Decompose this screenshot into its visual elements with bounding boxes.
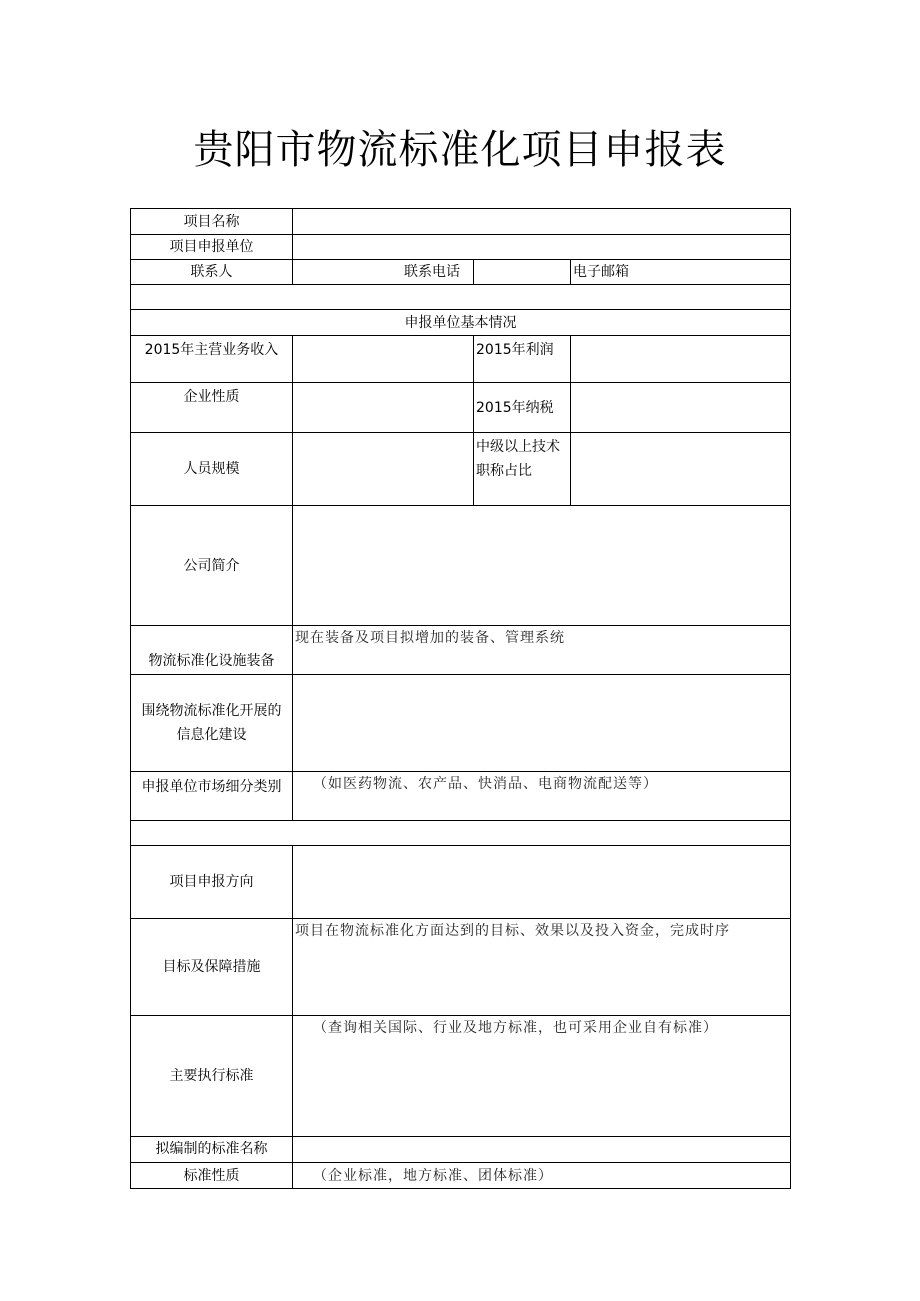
draft-standard-field[interactable] [293, 1137, 791, 1163]
email-label: 电子邮箱 [573, 264, 629, 280]
applicant-field[interactable] [293, 235, 791, 260]
row-standards [131, 1016, 791, 1137]
row-equipment [131, 626, 791, 675]
info-label [131, 675, 293, 772]
row-profile [131, 506, 791, 626]
info-label-line2: 信息化建设 [176, 727, 247, 743]
standards-label: 主要执行标准 [131, 1016, 293, 1137]
market-label: 申报单位市场细分类别 [131, 772, 293, 821]
contact-phone-cell [293, 260, 474, 285]
contact-label: 联系人 [131, 260, 293, 285]
blank-row [131, 285, 791, 310]
profit-field[interactable] [571, 336, 791, 383]
applicant-label: 项目申报单位 [131, 235, 293, 260]
tech-ratio-field[interactable] [571, 433, 791, 506]
row-direction [131, 846, 791, 919]
page-title: 贵阳市物流标准化项目申报表 [193, 127, 727, 173]
direction-label: 项目申报方向 [131, 846, 293, 919]
row-staff-tech [131, 433, 791, 506]
equipment-field-note[interactable]: 现在装备及项目拟增加的装备、管理系统 [293, 626, 791, 675]
tax-label: 2015年纳税 [474, 383, 571, 433]
row-contact [131, 260, 791, 285]
row-blank-1 [131, 285, 791, 310]
goals-label: 目标及保障措施 [131, 919, 293, 1016]
market-field-note[interactable]: （如医药物流、农产品、快消品、电商物流配送等） [293, 772, 791, 821]
row-info [131, 675, 791, 772]
tech-ratio-label-line1: 中级以上技术 [476, 439, 560, 455]
tech-ratio-label-line2: 职称占比 [476, 463, 532, 479]
row-draft-standard [131, 1137, 791, 1163]
row-revenue-profit [131, 336, 791, 383]
profit-label: 2015年利润 [474, 336, 571, 383]
tax-field[interactable] [571, 383, 791, 433]
nature-field[interactable] [293, 383, 474, 433]
profile-field[interactable] [293, 506, 791, 626]
row-market [131, 772, 791, 821]
revenue-label: 2015年主营业务收入 [131, 336, 293, 383]
phone-label: 联系电话 [404, 264, 460, 280]
phone-field[interactable] [474, 260, 571, 285]
staff-label: 人员规模 [131, 433, 293, 506]
standards-field-note[interactable]: （查询相关国际、行业及地方标准，也可采用企业自有标准） [293, 1016, 791, 1137]
section-heading-basic-info: 申报单位基本情况 [131, 310, 791, 336]
info-label-line1: 围绕物流标准化开展的 [141, 703, 282, 719]
nature-label: 企业性质 [131, 383, 293, 433]
row-section-basic [131, 310, 791, 336]
row-project-name [131, 209, 791, 235]
revenue-field[interactable] [293, 336, 474, 383]
tech-ratio-label [474, 433, 571, 506]
application-form-table [130, 208, 791, 1189]
row-goals [131, 919, 791, 1016]
row-blank-2 [131, 821, 791, 846]
direction-field[interactable] [293, 846, 791, 919]
standard-nature-label: 标准性质 [131, 1163, 293, 1189]
project-name-field[interactable] [293, 209, 791, 235]
profile-label: 公司简介 [131, 506, 293, 626]
standard-nature-field-note[interactable]: （企业标准，地方标准、团体标准） [293, 1163, 791, 1189]
draft-standard-label: 拟编制的标准名称 [131, 1137, 293, 1163]
blank-row [131, 821, 791, 846]
goals-field-note[interactable]: 项目在物流标准化方面达到的目标、效果以及投入资金，完成时序 [293, 919, 791, 1016]
project-name-label: 项目名称 [131, 209, 293, 235]
contact-subrow [295, 260, 473, 284]
info-field[interactable] [293, 675, 791, 772]
staff-field[interactable] [293, 433, 474, 506]
row-standard-nature [131, 1163, 791, 1189]
row-applicant [131, 235, 791, 260]
row-nature-tax [131, 383, 791, 433]
email-cell [571, 260, 791, 285]
equipment-label: 物流标准化设施装备 [131, 626, 293, 675]
